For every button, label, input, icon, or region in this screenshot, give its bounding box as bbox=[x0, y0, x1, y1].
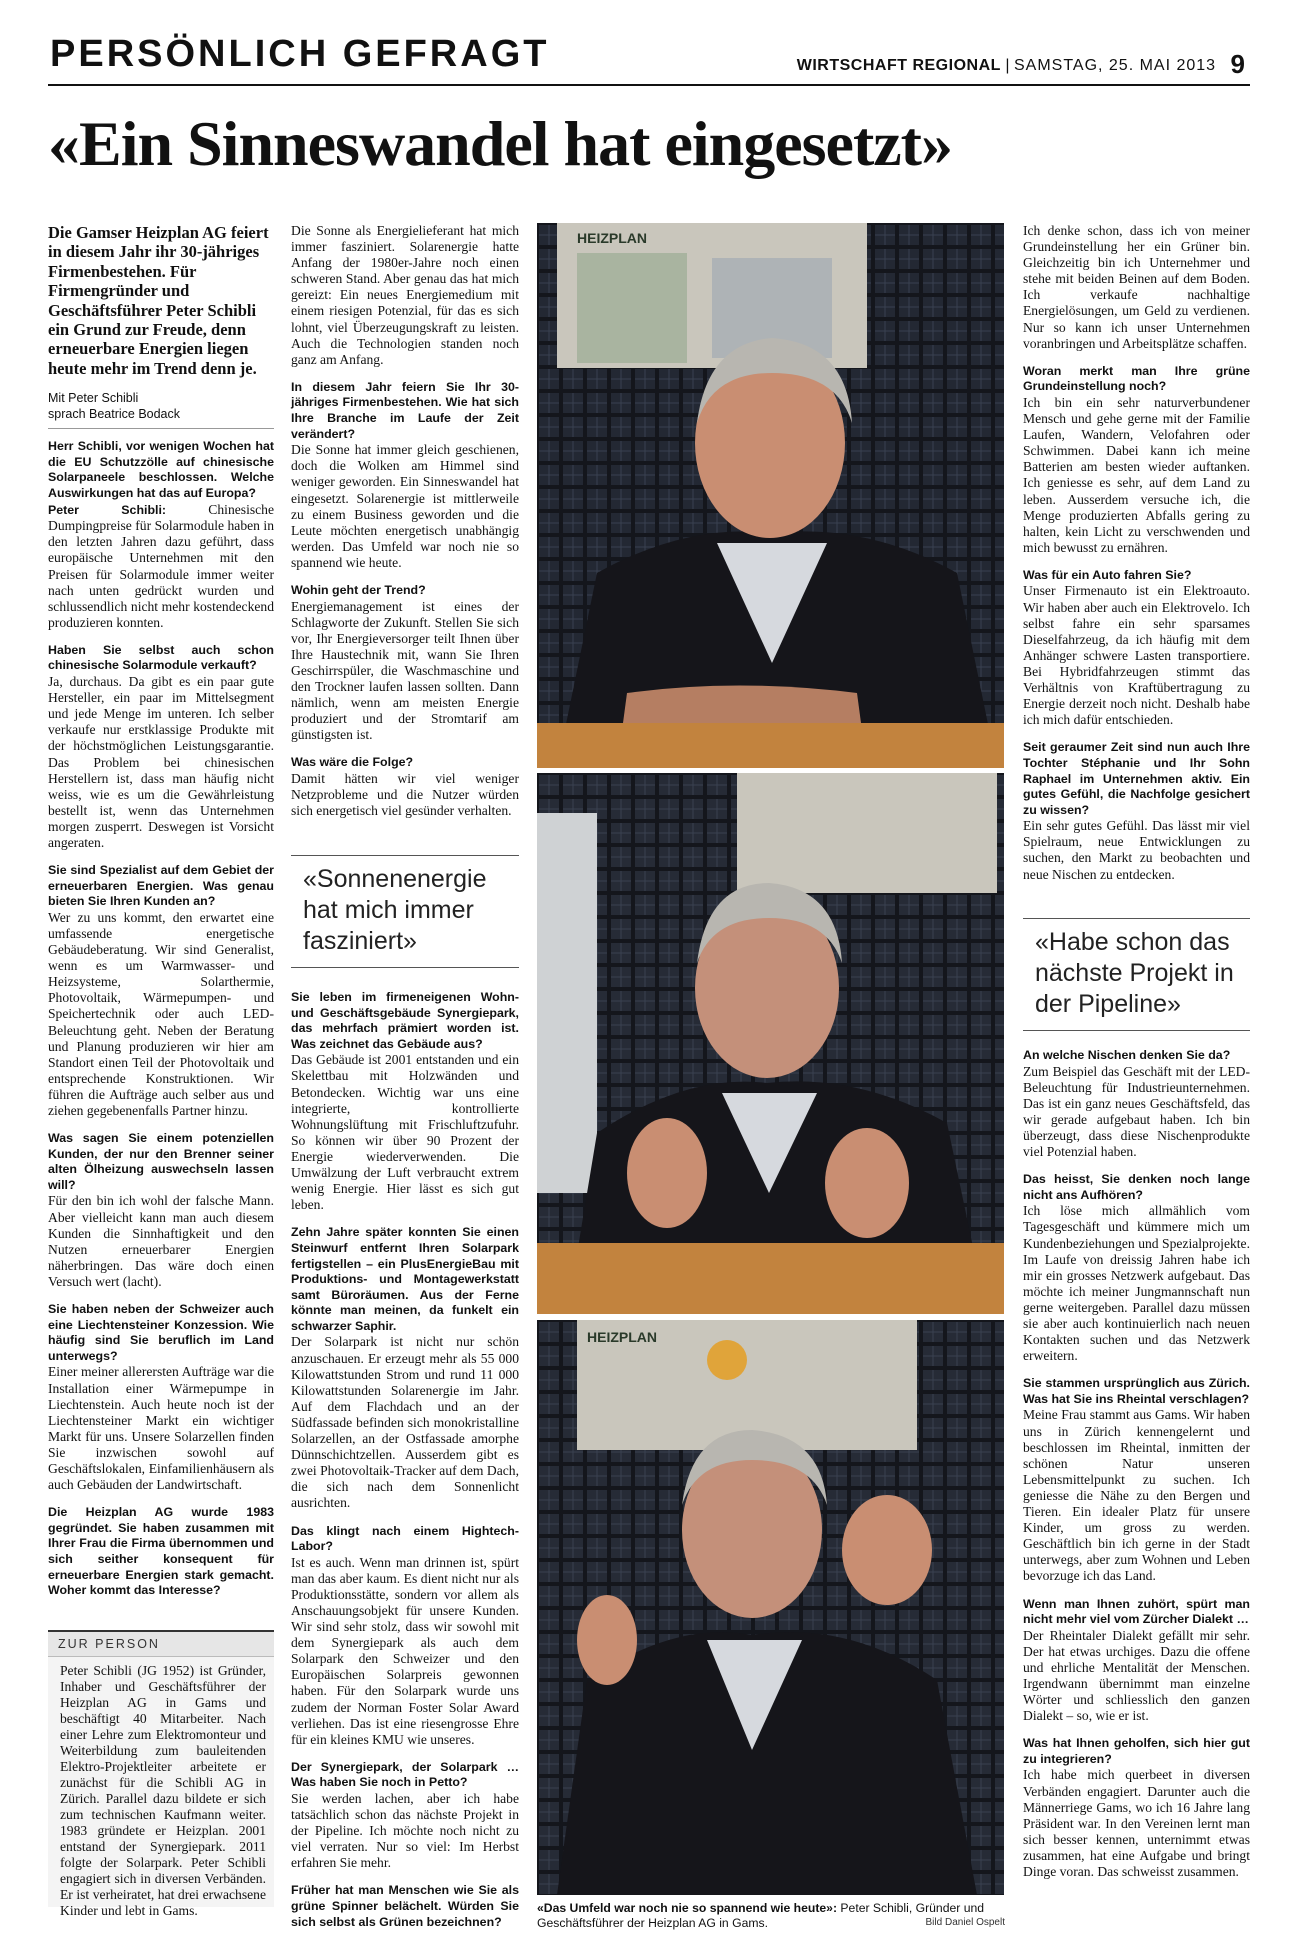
question: Sie leben im firmeneigenen Wohn- und Geschäftsgebäude Synergiepark, das mehrfach prämiert worden ist. Was zeichnet das Gebäude aus? bbox=[291, 990, 519, 1051]
answer: Ich bin ein sehr naturverbundener Mensch und gehe gerne mit der Familie Laufen, Wandern, Velofahren oder Schwimmen. Dabei kann ich meine Batterien am besten wieder auftanken. Ich geniesse es sehr, auf dem Land zu leben. Ausserdem versuche ich, die Menge produzierten Abfalls gering zu halten, kein Licht zu verschwenden und mich bewusst zu ernähren. bbox=[1023, 394, 1250, 555]
question: Wenn man Ihnen zuhört, spürt man nicht mehr viel vom Zürcher Dialekt … bbox=[1023, 1596, 1250, 1627]
separator: | bbox=[1005, 57, 1014, 74]
photo-gesturing bbox=[537, 773, 1004, 1314]
question: Was für ein Auto fahren Sie? bbox=[1023, 567, 1192, 582]
question: Was hat Ihnen geholfen, sich hier gut zu integrieren? bbox=[1023, 1736, 1250, 1766]
qa-block bbox=[1023, 568, 1250, 728]
column-4 bbox=[1023, 223, 1250, 895]
issue-date: SAMSTAG, 25. MAI 2013 bbox=[1013, 57, 1217, 74]
question: Sie sind Spezialist auf dem Gebiet der erneuerbaren Energien. Was genau bieten Sie Ihren Kunden an? bbox=[48, 863, 274, 909]
column-4-lower bbox=[1023, 1048, 1250, 1892]
column-2-lower bbox=[291, 990, 519, 1942]
qa-block bbox=[1023, 1172, 1250, 1364]
qa-block bbox=[291, 380, 519, 571]
answer: Meine Frau stammt aus Gams. Wir haben uns in Zürich kennengelernt und beschlossen im Rheintal, inmitten der schönen Natur unseren Lebensmittelpunkt zu suchen. Ich geniesse die Nähe zu den Bergen und Tieren. Ein idealer Platz für unsere Kinder, um gross zu werden. Geschäftlich bin ich gerne in der Stadt unterwegs, aber zum Wohnen und Leben bevorzuge ich das Land. bbox=[1023, 1407, 1250, 1584]
byline bbox=[48, 390, 274, 429]
answer: Das Gebäude ist 2001 entstanden und ein Skelettbau mit Holzwänden und Betondecken. Wichtig war uns eine integrierte, kontrollierte Wohnungslüftung mit Frischluftzufuhr. So können wir über 90 Prozent der Energie wiederverwenden. Die Umwälzung der Luft verbraucht extrem wenig Energie. Hier lässt es sich gut leben. bbox=[291, 1052, 519, 1213]
qa-block bbox=[48, 1131, 274, 1290]
question: Sie stammen ursprünglich aus Zürich. Was hat Sie ins Rheintal verschlagen? bbox=[1023, 1376, 1250, 1406]
question: Seit geraumer Zeit sind nun auch Ihre Tochter Stéphanie und Ihr Sohn Raphael im Unternehmen aktiv. Ein gutes Gefühl, die Nachfolge gesichert zu wissen? bbox=[1023, 740, 1250, 817]
answer: Der Solarpark ist nicht nur schön anzuschauen. Er erzeugt mehr als 55 000 Kilowattstunden Strom und rund 11 000 Kilowattstunden Solarenergie im Jahr. Auf dem Flachdach und an der Südfassade befinden sich monokristalline Solarzellen, an der Ostfassade amorphe Dünnschichtzellen. Ausserdem gibt es zwei Photovoltaik-Tracker auf dem Dach, die sich nach dem Sonnenlicht ausrichten. bbox=[291, 1334, 519, 1511]
qa-block bbox=[48, 1302, 274, 1493]
question: Das heisst, Sie denken noch lange nicht ans Aufhören? bbox=[1023, 1172, 1250, 1202]
qa-block bbox=[291, 1524, 519, 1748]
qa-block bbox=[48, 1505, 274, 1599]
photo-laughing bbox=[537, 223, 1004, 768]
person-box-title: ZUR PERSON bbox=[48, 1632, 274, 1657]
column-2 bbox=[291, 223, 519, 831]
answer: Die Sonne hat immer gleich geschienen, doch die Wolken am Himmel sind weniger geworden. Ein Sinneswandel hat eingesetzt. Solarenergie ist mittlerweile zu einem Business geworden und die Leute möchten energetisch unabhängig werden. Das Umfeld war noch nie so spannend wie heute. bbox=[291, 442, 519, 570]
answer: Wer zu uns kommt, den erwartet eine umfassende energetische Gebäudeberatung. Wir sind Generalist, wenn es um Warmwasser- und Heizsysteme, Solarthermie, Photovoltaik, Wärmepumpen- und Speichertechnik oder auch LED-Beleuchtung geht. Neben der Beratung und Planung produzieren wir hier am Standort einen Teil der Photovoltaik und entsprechende Konstruktionen. Wir führen die Aufträge auch selber aus und ziehen gegebenenfalls Partner hinzu. bbox=[48, 909, 274, 1118]
column-1 bbox=[48, 223, 274, 1611]
pull-quote: «Habe schon das nächste Projekt in der Pipeline» bbox=[1023, 918, 1250, 1031]
answer: Ich denke schon, dass ich von meiner Grundeinstellung her ein Grüner bin. Gleichzeitig bin ich Unternehmer und stehe mit beiden Beinen auf dem Boden. Ich verkaufe nachhaltige Energielösungen, um Geld zu verdienen. Nur so kann ich unser Unternehmen voranbringen und Arbeitsplätze schaffen. bbox=[1023, 223, 1250, 351]
headline: «Ein Sinneswandel hat eingesetzt» bbox=[48, 108, 952, 179]
answer: Ich löse mich allmählich vom Tagesgeschäft und kümmere mich um Kundenbeziehungen und Spezialprojekte. Im Laufe von dreissig Jahren habe ich mir ein grosses Netzwerk aufgebaut. Das möchte ich meiner Jungmannschaft nun gerne weitergeben. Parallel dazu müssen sie aber auch kontinuierlich nach neuen Kontakten suchen und das Netzwerk erweitern. bbox=[1023, 1203, 1250, 1364]
question: Das klingt nach einem Hightech-Labor? bbox=[291, 1523, 519, 1554]
qa-block bbox=[291, 990, 519, 1213]
qa-block bbox=[1023, 1048, 1250, 1160]
qa-block bbox=[1023, 364, 1250, 556]
qa-block bbox=[291, 1883, 519, 1930]
answer: Ja, durchaus. Da gibt es ein paar gute Hersteller, ein paar im Mittelsegment und jede Menge im unteren. Ich selber verkaufe nur erstklassige Produkte mit der höchstmöglichen Leistungsgarantie. Das Problem bei chinesischen Herstellern ist, dass man häufig nicht weiss, wie es um die Gewährleistung bestellt ist, wenn das Unternehmen morgen zusperrt. Deswegen ist Vorsicht angeraten. bbox=[48, 674, 274, 850]
qa-block bbox=[48, 643, 274, 851]
question: Woran merkt man Ihre grüne Grundeinstellung noch? bbox=[1023, 363, 1250, 394]
answer: Einer meiner allerersten Aufträge war die Installation einer Wärmepumpe in Liechtenstein. Auch heute noch ist der Liechtensteiner Markt ein wichtiger Markt für uns. Unsere Solarzellen finden Sie inzwischen sowohl auf Geschäftslokalen, Einfamilienhäusern als auch Gebäuden der Landwirtschaft. bbox=[48, 1364, 274, 1493]
question: An welche Nischen denken Sie da? bbox=[1023, 1048, 1231, 1062]
byline-line-2: sprach Beatrice Bodack bbox=[48, 407, 181, 422]
pull-quote: «Sonnenenergie hat mich immer fasziniert» bbox=[291, 855, 519, 968]
person-box bbox=[48, 1630, 274, 1918]
question: Zehn Jahre später konnten Sie einen Steinwurf entfernt Ihren Solarpark fertigstellen – ein PlusEnergieBau mit Produktions- und Montagewerkstatt samt Büroräumen. Aus der Ferne könnte man meinen, da funkelt ein schwarzer Saphir. bbox=[291, 1225, 519, 1333]
answer: Energiemanagement ist eines der Schlagworte der Zukunft. Stellen Sie sich vor, Ihr Energieversorger teilt Ihnen über Ihre Haustechnik mit, wann Sie Ihren Geschirrspüler, die Waschmaschine und den Trockner laufen lassen sollten. Dann nämlich, wenn am meisten Energie produziert und der Stromtarif am günstigsten ist. bbox=[291, 598, 519, 743]
panel-brand: HEIZPLAN bbox=[577, 230, 647, 246]
question: Haben Sie selbst auch schon chinesische Solarmodule verkauft? bbox=[48, 642, 274, 673]
photo-illustration bbox=[537, 223, 1004, 768]
qa-block bbox=[1023, 1597, 1250, 1725]
speaker: Peter Schibli: bbox=[48, 502, 167, 517]
question: Früher hat man Menschen wie Sie als grüne Spinner belächelt. Würden Sie sich selbst als Grünen bezeichnen? bbox=[291, 1883, 519, 1929]
section-title: PERSÖNLICH GEFRAGT bbox=[50, 33, 550, 75]
qa-block bbox=[291, 1225, 519, 1511]
qa-block bbox=[291, 755, 519, 819]
answer: Chinesische Dumpingpreise für Solarmodule haben in den letzten Jahren dazu geführt, dass europäische Unternehmen mit den Preisen für Solarmodule immer weiter nach unten gedrückt wurden und schlussendlich nicht mehr kostendeckend produzieren konnten. bbox=[48, 501, 274, 630]
header-meta bbox=[796, 49, 1245, 79]
question: Wohin geht der Trend? bbox=[291, 582, 426, 597]
photo-illustration bbox=[537, 773, 1004, 1314]
answer: Sie werden lachen, aber ich habe tatsächlich schon das nächste Projekt in der Pipeline. Ich möchte noch nicht zu viel verraten. Nur so viel: Im Herbst erfahren Sie mehr. bbox=[291, 1791, 519, 1871]
answer: Unser Firmenauto ist ein Elektroauto. Wir haben aber auch ein Elektrovelo. Ich selbst fahre ein sehr sparsames Dieselfahrzeug, da ich häufig mit dem Anhänger schwere Lasten transportiere. Bei Hybridfahrzeugen stimmt das Verhältnis von Kraftübertragung zu Energie derzeit noch nicht. Deshalb habe ich mich dafür entschieden. bbox=[1023, 583, 1250, 728]
qa-block bbox=[1023, 1736, 1250, 1880]
answer: Damit hätten wir viel weniger Netzprobleme und die Nutzer würden sich energetisch viel gesünder verhalten. bbox=[291, 771, 519, 819]
header-rule bbox=[48, 84, 1250, 86]
caption-quote: «Das Umfeld war noch nie so spannend wie heute»: bbox=[537, 1901, 838, 1915]
qa-block bbox=[1023, 740, 1250, 882]
answer: Zum Beispiel das Geschäft mit der LED-Beleuchtung für Industrieunternehmen. Das ist ein ganz neues Geschäftsfeld, das wir gerade aufgebaut haben. Ich bin überzeugt, dass diese Nischenprodukte viel Potenzial haben. bbox=[1023, 1063, 1250, 1160]
qa-block bbox=[48, 439, 274, 631]
qa-block bbox=[48, 863, 274, 1119]
question: Herr Schibli, vor wenigen Wochen hat die EU Schutzzölle auf chinesische Solarpaneele beschlossen. Welche Auswirkungen hat das auf Europa? bbox=[48, 439, 274, 501]
intro: Die Gamser Heizplan AG feiert in diesem Jahr ihr 30-jähriges Firmenbestehen. Für Firmengründer und Geschäftsführer Peter Schibli ein Grund zur Freude, denn erneuerbare Energien liegen heute mehr im Trend denn je. bbox=[48, 223, 269, 378]
question: In diesem Jahr feiern Sie Ihr 30-jähriges Firmenbestehen. Wie hat sich Ihre Branche im Laufe der Zeit verändert? bbox=[291, 379, 519, 441]
answer: Für den bin ich wohl der falsche Mann. Aber vielleicht kann man auch diesem Kunden die Sinnhaftigkeit und den Nutzen erneuerbarer Energien näherbringen. Das wäre doch einen Versuch wert (lacht). bbox=[48, 1193, 274, 1289]
photo-explaining bbox=[537, 1320, 1004, 1895]
question: Was wäre die Folge? bbox=[291, 755, 414, 770]
qa-block bbox=[1023, 1376, 1250, 1584]
answer: Ein sehr gutes Gefühl. Das lässt mir viel Spielraum, neue Entwicklungen zu suchen, den Markt zu beobachten und neue Nischen zu entdecken. bbox=[1023, 818, 1250, 882]
page-number: 9 bbox=[1230, 49, 1245, 79]
answer: Die Sonne als Energielieferant hat mich immer fasziniert. Solarenergie hatte Anfang der 1980er-Jahre noch einen schweren Stand. Aber genau das hat mich gereizt: Ein neues Energiemedium mit einem riesigen Potenzial, für das es sich lohnt, viel Überzeugungskraft zu leisten. Auch die Technologien standen noch ganz am Anfang. bbox=[291, 223, 519, 367]
question: Der Synergiepark, der Solarpark … Was haben Sie noch in Petto? bbox=[291, 1759, 519, 1790]
person-box-text: Peter Schibli (JG 1952) ist Gründer, Inhaber und Geschäftsführer der Heizplan AG in Gams und beschäftigt 40 Mitarbeiter. Nach einer Lehre zum Elektromonteur und Weiterbildung zum bauleitenden Elektro-Projektleiter arbeitete er zunächst für die Schibli AG in Zürich. Parallel dazu bildete er sich zum technischen Kaufmann weiter. 1983 gründete er Heizplan. 2001 entstand der Synergiepark. 2011 folgte der Solarpark. Peter Schibli engagiert sich in diversen Verbänden. Er ist verheiratet, hat drei erwachsene Kinder und lebt in Gams. bbox=[60, 1663, 266, 1918]
photo-illustration bbox=[537, 1320, 1004, 1895]
question: Sie haben neben der Schweizer auch eine Liechtensteiner Konzession. Wie häufig sind Sie beruflich im Land unterwegs? bbox=[48, 1302, 274, 1363]
publication-name: WIRTSCHAFT REGIONAL bbox=[796, 57, 1001, 74]
answer: Ist es auch. Wenn man drinnen ist, spürt man das aber kaum. Es dient nicht nur als Produktionsstätte, sondern vor allem als Anschauungsobjekt für unsere Kunden. Wir sind sehr stolz, dass wir sowohl mit dem Synergiepark als auch dem Solarpark den Schweizer und den Europäischen Solarpreis gewonnen haben. Für den Solarpark wurde uns zudem der Norman Foster Solar Award verliehen. Das ist eine riesengrosse Ehre für ein kleines KMU wie unseres. bbox=[291, 1554, 519, 1747]
byline-line-1: Mit Peter Schibli bbox=[48, 391, 139, 406]
answer: Ich habe mich querbeet in diversen Verbänden engagiert. Darunter auch die Männerriege Gams, wo ich 16 Jahre lang Präsident war. In den Vereinen lernt man sich besser kennen, unternimmt etwas zusammen, hat eine Aufgabe und bringt Dinge voran. Das schweisst zusammen. bbox=[1023, 1767, 1250, 1879]
caption-text: Peter Schibli, Gründer und Geschäftsführer der Heizplan AG in Gams. bbox=[537, 1901, 985, 1931]
question: Die Heizplan AG wurde 1983 gegründet. Sie haben zusammen mit Ihrer Frau die Firma übernommen und sich seither konsequent für erneuerbare Energien stark gemacht. Woher kommt das Interesse? bbox=[48, 1505, 274, 1598]
question: Was sagen Sie einem potenziellen Kunden, der nur den Brenner seiner alten Ölheizung auswechseln lassen will? bbox=[48, 1131, 274, 1192]
panel-brand: HEIZPLAN bbox=[587, 1329, 657, 1345]
qa-block bbox=[291, 1760, 519, 1872]
qa-block bbox=[291, 583, 519, 743]
answer: Der Rheintaler Dialekt gefällt mir sehr. Der hat etwas urchiges. Dazu die offene und ehrliche Mentalität der Menschen. Irgendwann übernimmt man einzelne Wörter und schliesslich den ganzen Dialekt – so, wie er ist. bbox=[1023, 1627, 1250, 1724]
photo-credit: Bild Daniel Ospelt bbox=[925, 1917, 1005, 1928]
